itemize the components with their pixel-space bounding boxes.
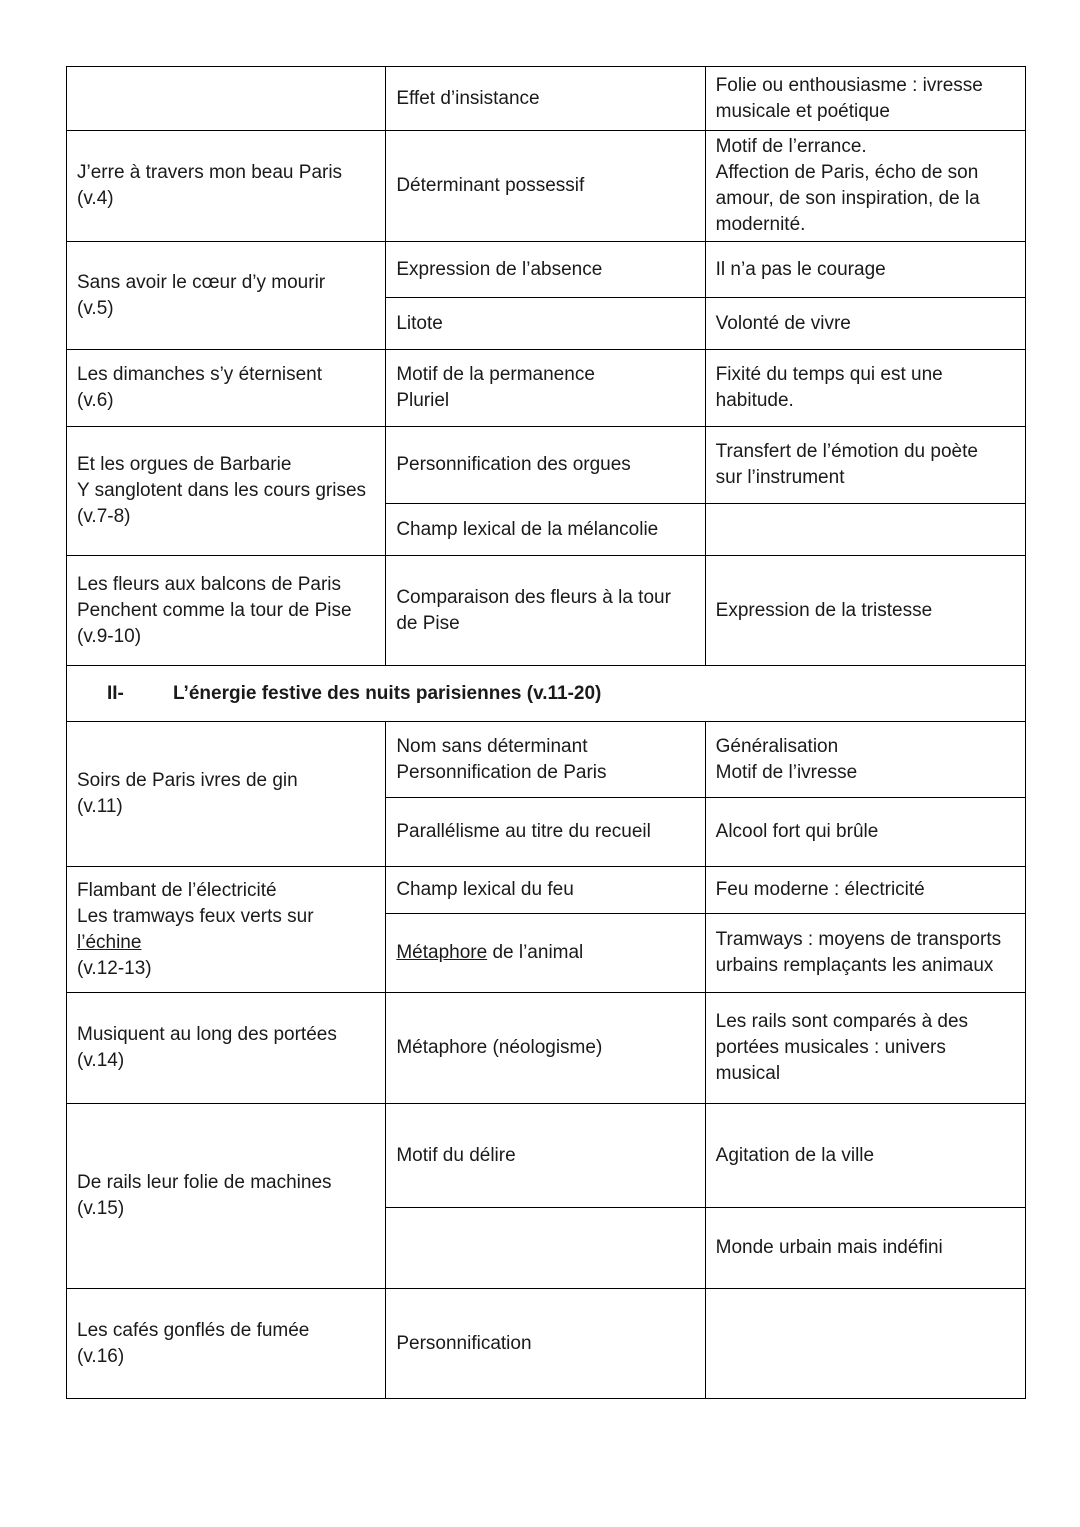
- interpretation-cell: Alcool fort qui brûle: [705, 798, 1025, 867]
- interpretation-cell: Transfert de l’émotion du poète sur l’instrument: [705, 427, 1025, 504]
- technique-cell: Litote: [386, 298, 705, 350]
- quote-cell: Soirs de Paris ivres de gin (v.11): [67, 722, 386, 867]
- technique-cell: Champ lexical du feu: [386, 867, 705, 914]
- technique-cell: Personnification: [386, 1289, 705, 1399]
- table-row: [67, 993, 1026, 1104]
- table-row: [67, 242, 1026, 298]
- technique-cell: [386, 914, 705, 993]
- technique-cell: Motif de la permanence Pluriel: [386, 350, 705, 427]
- section-heading: [67, 666, 1026, 722]
- technique-cell: Champ lexical de la mélancolie: [386, 504, 705, 556]
- section-header-row: [67, 666, 1026, 722]
- interpretation-cell: Folie ou enthousiasme : ivresse musicale et poétique: [705, 67, 1025, 131]
- section-number: II-: [107, 682, 124, 704]
- table-row: [67, 427, 1026, 504]
- interpretation-cell: Tramways : moyens de transports urbains remplaçants les animaux: [705, 914, 1025, 993]
- interpretation-cell: Volonté de vivre: [705, 298, 1025, 350]
- quote-cell: Les fleurs aux balcons de Paris Penchent comme la tour de Pise (v.9-10): [67, 556, 386, 666]
- technique-text: de l’animal: [487, 942, 584, 963]
- analysis-table: [66, 66, 1026, 1399]
- interpretation-cell: Fixité du temps qui est une habitude.: [705, 350, 1025, 427]
- table-row: [67, 867, 1026, 914]
- interpretation-cell: Motif de l’errance. Affection de Paris, écho de son amour, de son inspiration, de la modernité.: [705, 131, 1025, 242]
- quote-line: Flambant de l’électricité: [77, 879, 277, 901]
- quote-cell: [67, 67, 386, 131]
- table-row: [67, 556, 1026, 666]
- table-row: [67, 67, 1026, 131]
- quote-cell: [67, 867, 386, 993]
- quote-cell: Les dimanches s’y éternisent (v.6): [67, 350, 386, 427]
- interpretation-cell: Les rails sont comparés à des portées musicales : univers musical: [705, 993, 1025, 1104]
- technique-underlined-word: Métaphore: [396, 942, 488, 963]
- quote-cell: J’erre à travers mon beau Paris (v.4): [67, 131, 386, 242]
- technique-cell: [386, 1208, 705, 1289]
- table-row: [67, 350, 1026, 427]
- interpretation-cell: Monde urbain mais indéfini: [705, 1208, 1025, 1289]
- quote-cell: Musiquent au long des portées (v.14): [67, 993, 386, 1104]
- quote-line: Les tramways feux verts sur: [77, 905, 314, 927]
- interpretation-cell: Expression de la tristesse: [705, 556, 1025, 666]
- quote-line-underlined: l’échine: [77, 931, 142, 953]
- table-row: [67, 1289, 1026, 1399]
- technique-cell: Effet d’insistance: [386, 67, 705, 131]
- interpretation-cell: Feu moderne : électricité: [705, 867, 1025, 914]
- technique-cell: Parallélisme au titre du recueil: [386, 798, 705, 867]
- technique-cell: Comparaison des fleurs à la tour de Pise: [386, 556, 705, 666]
- technique-cell: Personnification des orgues: [386, 427, 705, 504]
- interpretation-cell: [705, 1289, 1025, 1399]
- quote-cell: Et les orgues de Barbarie Y sanglotent dans les cours grises (v.7-8): [67, 427, 386, 556]
- technique-cell: Déterminant possessif: [386, 131, 705, 242]
- quote-cell: De rails leur folie de machines (v.15): [67, 1104, 386, 1289]
- table-row: [67, 722, 1026, 798]
- technique-cell: Métaphore (néologisme): [386, 993, 705, 1104]
- quote-cell: Sans avoir le cœur d’y mourir (v.5): [67, 242, 386, 350]
- technique-cell: Motif du délire: [386, 1104, 705, 1208]
- interpretation-cell: Il n’a pas le courage: [705, 242, 1025, 298]
- interpretation-cell: Agitation de la ville: [705, 1104, 1025, 1208]
- section-title: L’énergie festive des nuits parisiennes (v.11-20): [173, 682, 602, 704]
- quote-line: (v.12-13): [77, 957, 152, 979]
- quote-cell: Les cafés gonflés de fumée (v.16): [67, 1289, 386, 1399]
- technique-cell: Nom sans déterminant Personnification de Paris: [386, 722, 705, 798]
- interpretation-cell: [705, 504, 1025, 556]
- technique-cell: Expression de l’absence: [386, 242, 705, 298]
- table-row: [67, 131, 1026, 242]
- table-row: [67, 1104, 1026, 1208]
- interpretation-cell: Généralisation Motif de l’ivresse: [705, 722, 1025, 798]
